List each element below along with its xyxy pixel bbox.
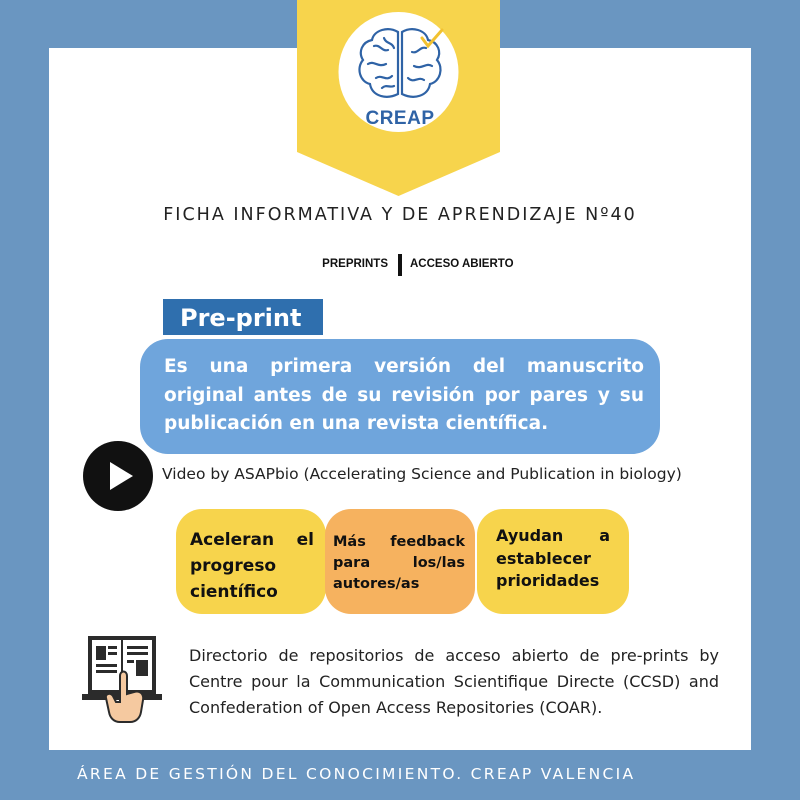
brain-logo-icon: [352, 24, 448, 108]
benefit-text: Ayudan a establecer prioridades: [496, 526, 610, 590]
topic-tags: [0, 254, 800, 278]
repository-directory-link[interactable]: Directorio de repositorios de acceso abierto de pre-prints by Centre pour la Communication Scientifique Directe (CCSD) and Confederation of Open Access Repositories (COAR).: [189, 646, 719, 717]
page-title: FICHA INFORMATIVA Y DE APRENDIZAJE Nº40: [163, 205, 637, 225]
logo-text: CREAP: [365, 108, 435, 129]
tag-open-access: ACCESO ABIERTO: [410, 258, 514, 270]
video-link[interactable]: Video by ASAPbio (Accelerating Science and Publication in biology): [162, 465, 682, 483]
book-hand-icon: [80, 632, 164, 728]
benefit-text: Aceleran el progreso científico: [190, 530, 314, 602]
tag-separator: [398, 254, 402, 276]
definition-box: [140, 339, 660, 454]
definition-label-box: [163, 299, 323, 335]
definition-label: Pre-print: [180, 304, 302, 332]
benefit-pill-priorities: [477, 509, 629, 614]
definition-text: Es una primera versión del manuscrito original antes de su revisión por pares y su publicación en una revista científica.: [164, 356, 644, 434]
tag-preprints: PREPRINTS: [322, 258, 388, 270]
play-video-icon[interactable]: [82, 440, 154, 512]
benefit-pill-progress: [176, 509, 326, 614]
footer-text: ÁREA DE GESTIÓN DEL CONOCIMIENTO. CREAP VALENCIA: [77, 765, 636, 783]
benefit-text: Más feedback para los/las autores/as: [333, 534, 465, 592]
benefit-pill-feedback: [325, 509, 475, 614]
